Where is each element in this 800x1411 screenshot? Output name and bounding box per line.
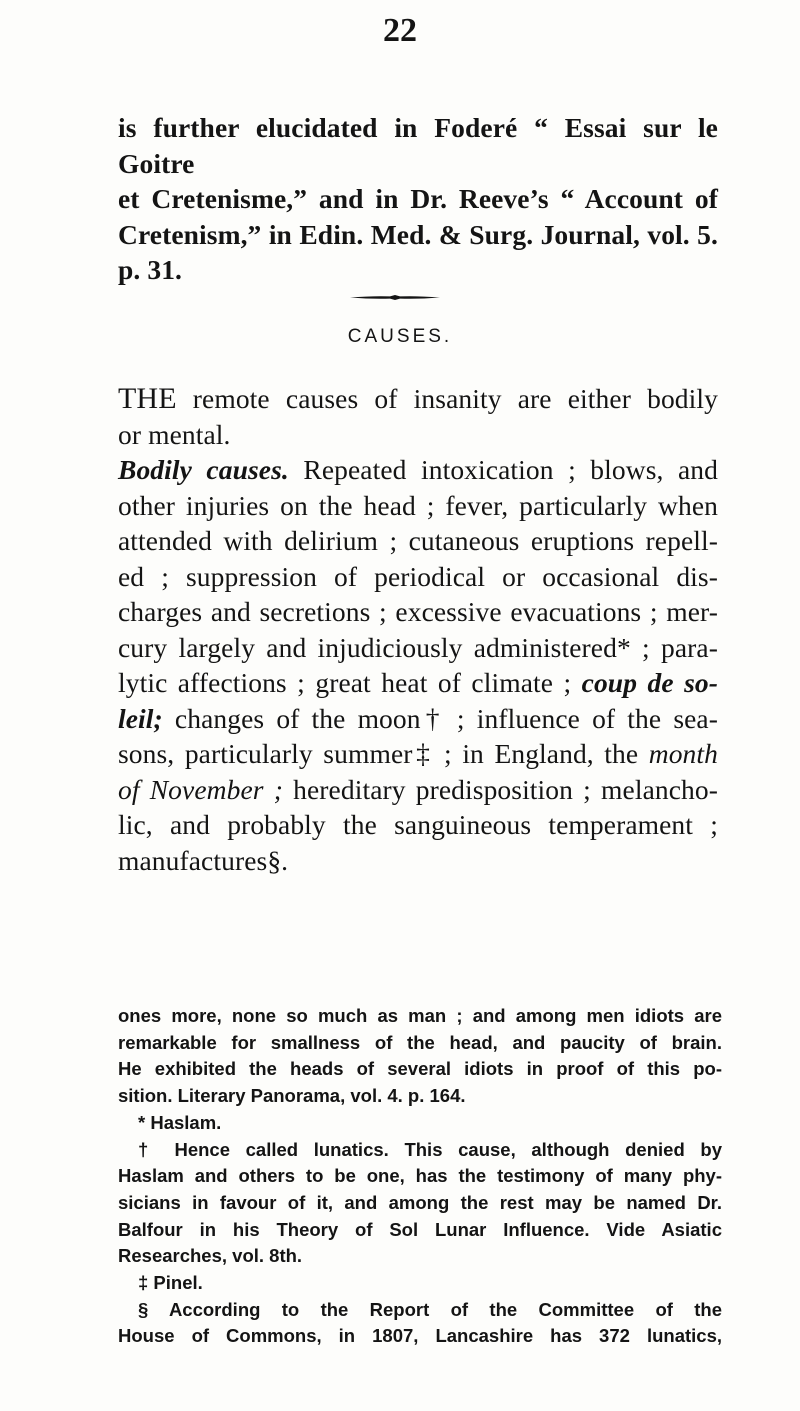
causes-line: manufactures§.	[118, 844, 289, 876]
causes-line	[118, 665, 718, 701]
footnotes	[118, 1003, 722, 1350]
footnote-line: Researches, vol. 8th.	[118, 1245, 303, 1267]
causes-line	[118, 736, 718, 772]
text-run: changes of the moon† ; influence of the sea-	[162, 702, 718, 734]
footnote-line: remarkable for smallness of the head, and paucity of brain.	[118, 1031, 722, 1053]
footnote-line: House of Commons, in 1807, Lancashire has 372 lunatics,	[118, 1325, 722, 1347]
text-run: lytic affections ; great heat of climate ;	[118, 667, 582, 698]
lead-word: THE	[118, 382, 177, 415]
causes-line	[118, 381, 718, 417]
text-run: hereditary predisposition ; melancho-	[282, 773, 718, 805]
footnote-line: sicians in favour of it, and among the rest may be named Dr.	[118, 1191, 722, 1213]
intro-line: is further elucidated in Foderé “ Essai sur le Goitre	[118, 112, 718, 179]
causes-line: charges and secretions ; excessive evacuations ; mer-	[118, 596, 718, 627]
footnote-line: § According to the Report of the Committee of the	[138, 1298, 722, 1320]
italic-phrase: of November ;	[118, 773, 283, 805]
text-run: sons, particularly summer‡ ; in England, the	[118, 738, 649, 769]
intro-paragraph	[118, 110, 718, 288]
causes-line: other injuries on the head ; fever, particularly when	[118, 489, 718, 521]
intro-line: Cretenism,” in Edin. Med. & Surg. Journal, vol. 5.	[118, 218, 718, 250]
intro-line: et Cretenisme,” and in Dr. Reeve’s “ Account of	[118, 183, 718, 214]
causes-paragraph	[118, 381, 718, 878]
section-heading: CAUSES.	[347, 326, 453, 347]
causes-line: cury largely and injudiciously administered* ; para-	[118, 631, 718, 663]
causes-line: attended with delirium ; cutaneous eruptions repell-	[118, 525, 718, 556]
bodily-causes-label: Bodily causes.	[118, 454, 289, 485]
italic-phrase: month	[648, 738, 718, 769]
intro-line: p. 31.	[118, 254, 183, 285]
italic-phrase: coup de so-	[581, 667, 718, 698]
section-divider	[350, 295, 440, 300]
footnote-line: † Hence called lunatics. This cause, although denied by	[138, 1138, 722, 1160]
footnote-line: ones more, none so much as man ; and among men idiots are	[118, 1005, 722, 1026]
causes-line	[118, 452, 718, 488]
causes-line: lic, and probably the sanguineous temperament ;	[118, 809, 718, 840]
italic-phrase: leil;	[118, 702, 163, 734]
footnote-line: sition. Literary Panorama, vol. 4. p. 164.	[118, 1085, 466, 1107]
causes-line	[118, 701, 718, 737]
causes-line: or mental.	[118, 418, 231, 450]
footnote-line: He exhibited the heads of several idiots in proof of this po-	[118, 1058, 722, 1080]
causes-line	[118, 772, 718, 808]
causes-line: ed ; suppression of periodical or occasional dis-	[118, 560, 718, 592]
text-run: Repeated intoxication ; blows, and	[288, 454, 718, 485]
text-run: remote causes of insanity are either bodily	[176, 383, 718, 414]
footnote-line: Balfour in his Theory of Sol Lunar Influence. Vide Asiatic	[118, 1218, 722, 1240]
footnote-line: ‡ Pinel.	[138, 1272, 203, 1294]
footnote-line: Haslam and others to be one, has the testimony of many phy-	[118, 1165, 722, 1187]
page-number: 22	[383, 12, 417, 49]
footnote-line: * Haslam.	[138, 1111, 222, 1133]
